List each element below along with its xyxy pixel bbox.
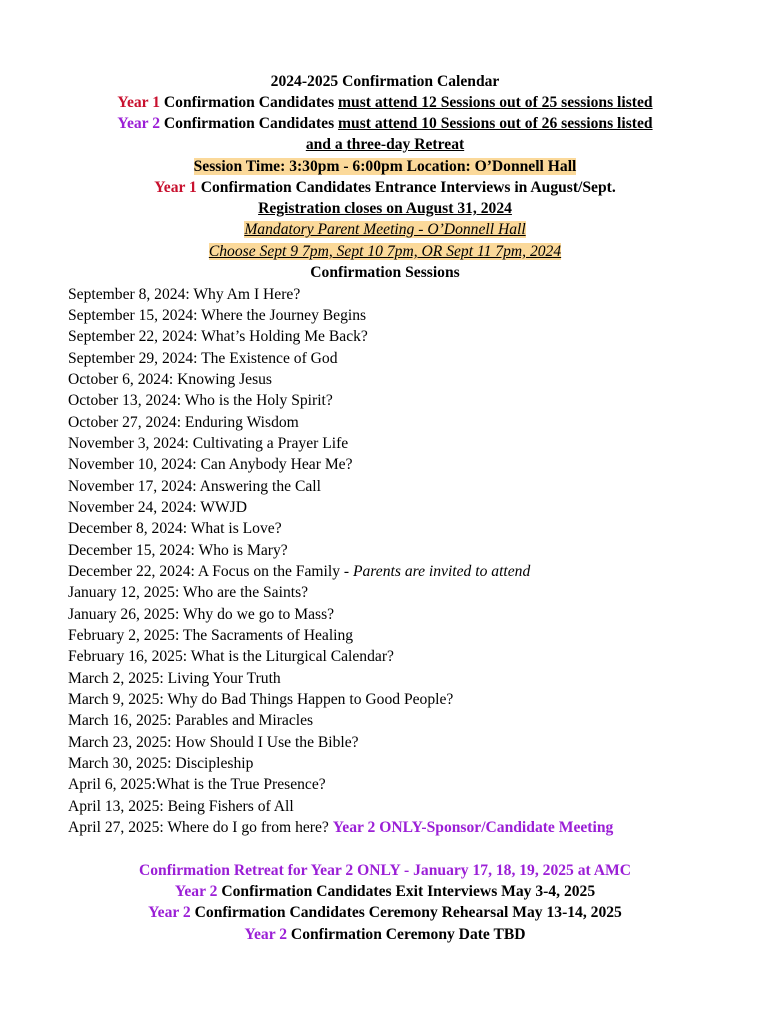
session-item: September 29, 2024: The Existence of God <box>68 350 338 367</box>
session-item: March 9, 2025: Why do Bad Things Happen to Good People? <box>68 691 454 708</box>
session-item: February 16, 2025: What is the Liturgical Calendar? <box>68 648 394 665</box>
year1-label: Year 1 <box>117 94 160 111</box>
session-item <box>68 562 530 582</box>
session-item: March 16, 2025: Parables and Miracles <box>68 712 314 729</box>
session-item: March 30, 2025: Discipleship <box>68 755 254 772</box>
parent-meeting-line <box>0 220 770 240</box>
ceremony-line <box>0 925 770 945</box>
session-item: October 13, 2024: Who is the Holy Spirit? <box>68 392 333 409</box>
year2-only-meeting-note: Year 2 ONLY-Sponsor/Candidate Meeting <box>332 819 614 836</box>
session-item: April 6, 2025:What is the True Presence? <box>68 776 326 793</box>
candidates-text: Confirmation Candidates <box>160 94 339 111</box>
parent-meeting-dates <box>0 242 770 262</box>
session-item-text: April 27, 2025: Where do I go from here? <box>68 819 333 836</box>
ceremony-text: Confirmation Ceremony Date TBD <box>287 926 526 943</box>
session-item: October 27, 2024: Enduring Wisdom <box>68 414 299 431</box>
session-item: January 26, 2025: Why do we go to Mass? <box>68 606 335 623</box>
session-item: October 6, 2024: Knowing Jesus <box>68 371 272 388</box>
parent-meeting-highlight: Mandatory Parent Meeting - O’Donnell Hall <box>244 221 526 238</box>
session-item: November 24, 2024: WWJD <box>68 499 248 516</box>
sessions-heading: Confirmation Sessions <box>310 264 460 281</box>
session-item <box>68 818 613 838</box>
year2-label: Year 2 <box>117 115 160 132</box>
session-item: March 2, 2025: Living Your Truth <box>68 670 281 687</box>
exit-interviews-line <box>0 882 770 902</box>
year2-sessions-requirement: must attend 10 Sessions out of 26 sessions listed <box>338 115 653 132</box>
session-item: September 22, 2024: What’s Holding Me Back? <box>68 328 368 345</box>
year1-sessions-requirement: must attend 12 Sessions out of 25 sessions listed <box>338 94 653 111</box>
year1-label: Year 1 <box>154 179 197 196</box>
candidates-text: Confirmation Candidates <box>160 115 339 132</box>
parents-invited-note: Parents are invited to attend <box>352 563 531 580</box>
year2-label: Year 2 <box>174 883 218 900</box>
entrance-interviews-text: Confirmation Candidates Entrance Interviews in August/Sept. <box>196 179 616 196</box>
session-item: December 8, 2024: What is Love? <box>68 520 282 537</box>
session-item: November 17, 2024: Answering the Call <box>68 478 321 495</box>
session-time-highlight: Session Time: 3:30pm - 6:00pm Location: O’Donnell Hall <box>193 158 577 175</box>
session-item: March 23, 2025: How Should I Use the Bible? <box>68 734 359 751</box>
year2-requirement <box>0 114 770 134</box>
parent-meeting-dates-highlight: Choose Sept 9 7pm, Sept 10 7pm, OR Sept 11 7pm, 2024 <box>208 243 562 260</box>
session-item: November 10, 2024: Can Anybody Hear Me? <box>68 456 353 473</box>
session-time-line <box>0 157 770 177</box>
retreat-line: Confirmation Retreat for Year 2 ONLY - January 17, 18, 19, 2025 at AMC <box>138 862 632 879</box>
year1-requirement <box>0 93 770 113</box>
registration-deadline: Registration closes on August 31, 2024 <box>258 200 512 217</box>
page-title: 2024-2025 Confirmation Calendar <box>270 73 500 90</box>
year2-retreat-requirement: and a three-day Retreat <box>305 136 465 153</box>
session-item: November 3, 2024: Cultivating a Prayer Life <box>68 435 349 452</box>
session-item: December 15, 2024: Who is Mary? <box>68 542 288 559</box>
rehearsal-line <box>0 903 770 923</box>
session-item-text: December 22, 2024: A Focus on the Family - <box>68 563 353 580</box>
year2-label: Year 2 <box>244 926 288 943</box>
session-item: April 13, 2025: Being Fishers of All <box>68 798 294 815</box>
entrance-interviews <box>0 178 770 198</box>
session-item: January 12, 2025: Who are the Saints? <box>68 584 309 601</box>
year2-label: Year 2 <box>148 904 191 921</box>
rehearsal-text: Confirmation Candidates Ceremony Rehearsal May 13-14, 2025 <box>190 904 622 921</box>
session-item: September 8, 2024: Why Am I Here? <box>68 286 301 303</box>
session-item: February 2, 2025: The Sacraments of Healing <box>68 627 354 644</box>
session-item: September 15, 2024: Where the Journey Begins <box>68 307 367 324</box>
exit-interviews-text: Confirmation Candidates Exit Interviews May 3-4, 2025 <box>217 883 596 900</box>
